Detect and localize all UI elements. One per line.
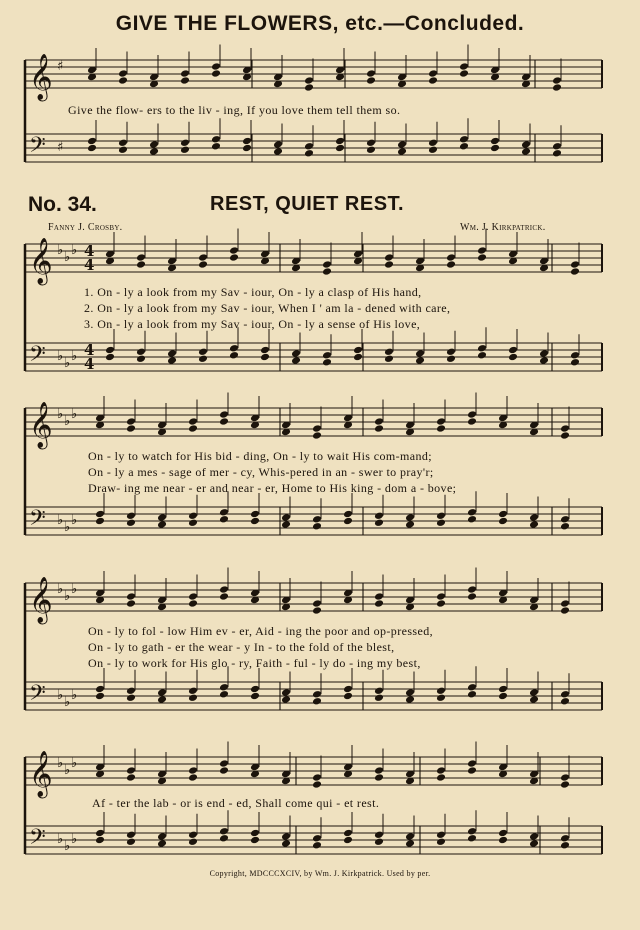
note-head bbox=[95, 836, 105, 845]
key-signature-icon: ♭ bbox=[71, 582, 78, 597]
note-head bbox=[446, 354, 456, 363]
note-head bbox=[312, 424, 322, 433]
time-signature: 4 bbox=[84, 355, 95, 373]
note-head bbox=[374, 830, 384, 839]
treble-clef-icon: 𝄞 bbox=[29, 751, 53, 797]
note-head bbox=[229, 344, 239, 353]
note-head bbox=[343, 836, 353, 845]
note-head bbox=[322, 260, 332, 269]
note-head bbox=[397, 140, 407, 149]
note-head bbox=[436, 424, 446, 433]
note-head bbox=[384, 253, 394, 262]
note-head bbox=[188, 417, 198, 426]
note-head bbox=[126, 830, 136, 839]
note-head bbox=[374, 518, 384, 527]
key-signature-icon: ♭ bbox=[64, 520, 71, 535]
note-head bbox=[219, 834, 229, 843]
note-head bbox=[467, 515, 477, 524]
note-head bbox=[180, 145, 190, 154]
note-head bbox=[250, 510, 260, 519]
note-head bbox=[467, 585, 477, 594]
note-head bbox=[157, 839, 167, 848]
note-head bbox=[560, 841, 570, 850]
note-head bbox=[312, 697, 322, 706]
note-head bbox=[467, 592, 477, 601]
key-signature-icon: ♭ bbox=[71, 349, 78, 364]
note-head bbox=[428, 69, 438, 78]
verse-1-line-3: On - ly to fol - low Him ev - er, Aid - ing the poor and op-pressed, bbox=[88, 624, 433, 638]
note-head bbox=[570, 267, 580, 276]
note-head bbox=[118, 138, 128, 147]
verse-3-line-2: Draw- ing me near - er and near - er, Home to His king - dom a - bove; bbox=[88, 481, 457, 495]
note-head bbox=[343, 685, 353, 694]
note-head bbox=[521, 147, 531, 156]
note-head bbox=[118, 76, 128, 85]
note-head bbox=[312, 515, 322, 524]
note-head bbox=[281, 695, 291, 704]
key-signature-icon: ♭ bbox=[71, 513, 78, 528]
note-head bbox=[539, 356, 549, 365]
note-head bbox=[374, 424, 384, 433]
verse-1-line-1: 1. On - ly a look from my Sav - iour, On - ly a clasp of His hand, bbox=[84, 285, 422, 299]
note-head bbox=[219, 766, 229, 775]
note-head bbox=[273, 147, 283, 156]
note-head bbox=[467, 683, 477, 692]
note-head bbox=[405, 832, 415, 841]
note-head bbox=[343, 829, 353, 838]
note-head bbox=[312, 522, 322, 531]
note-head bbox=[366, 145, 376, 154]
note-head bbox=[521, 140, 531, 149]
key-signature-icon: ♭ bbox=[64, 589, 71, 604]
note-head bbox=[552, 83, 562, 92]
key-signature-icon: ♭ bbox=[57, 582, 64, 597]
note-head bbox=[211, 135, 221, 144]
bass-clef-icon: 𝄢 bbox=[29, 825, 46, 855]
note-head bbox=[490, 144, 500, 153]
note-head bbox=[126, 837, 136, 846]
note-head bbox=[95, 692, 105, 701]
note-head bbox=[343, 510, 353, 519]
note-head bbox=[157, 688, 167, 697]
key-signature-icon: ♭ bbox=[64, 695, 71, 710]
verse-2-line-2: On - ly a mes - sage of mer - cy, Whis-pered in an - swer to pray'r; bbox=[88, 465, 434, 479]
note-head bbox=[250, 829, 260, 838]
note-head bbox=[281, 839, 291, 848]
note-head bbox=[211, 69, 221, 78]
note-head bbox=[560, 834, 570, 843]
note-head bbox=[436, 592, 446, 601]
note-head bbox=[529, 520, 539, 529]
note-head bbox=[126, 592, 136, 601]
note-head bbox=[560, 424, 570, 433]
note-head bbox=[273, 140, 283, 149]
note-head bbox=[250, 836, 260, 845]
verse-2-line-1: 2. On - ly a look from my Sav - iour, When I ' am la - dened with care, bbox=[84, 301, 451, 315]
note-head bbox=[95, 517, 105, 526]
note-head bbox=[415, 356, 425, 365]
note-head bbox=[322, 351, 332, 360]
note-head bbox=[459, 142, 469, 151]
note-head bbox=[405, 520, 415, 529]
note-head bbox=[343, 517, 353, 526]
verse-2-line-3: On - ly to gath - er the wear - y In - to the fold of the blest, bbox=[88, 640, 395, 654]
note-head bbox=[498, 685, 508, 694]
note-head bbox=[467, 766, 477, 775]
bass-clef-icon: 𝄢 bbox=[29, 133, 46, 163]
note-head bbox=[105, 346, 115, 355]
note-head bbox=[304, 149, 314, 158]
note-head bbox=[281, 513, 291, 522]
lyric-line: Give the flow- ers to the liv - ing, If you love them tell them so. bbox=[68, 103, 401, 117]
note-head bbox=[353, 353, 363, 362]
note-head bbox=[188, 599, 198, 608]
note-head bbox=[405, 513, 415, 522]
key-signature-icon: ♭ bbox=[57, 407, 64, 422]
note-head bbox=[428, 145, 438, 154]
note-head bbox=[149, 140, 159, 149]
page-title: GIVE THE FLOWERS, etc.—Concluded. bbox=[115, 12, 525, 35]
note-head bbox=[570, 351, 580, 360]
note-head bbox=[281, 688, 291, 697]
bass-clef-icon: 𝄢 bbox=[29, 342, 46, 372]
note-head bbox=[136, 253, 146, 262]
note-head bbox=[157, 695, 167, 704]
note-head bbox=[560, 599, 570, 608]
note-head bbox=[188, 424, 198, 433]
note-head bbox=[219, 585, 229, 594]
note-head bbox=[490, 137, 500, 146]
lyricist-credit: Fanny J. Crosby. bbox=[48, 222, 123, 233]
note-head bbox=[552, 142, 562, 151]
note-head bbox=[219, 759, 229, 768]
note-head bbox=[281, 520, 291, 529]
note-head bbox=[188, 830, 198, 839]
note-head bbox=[322, 267, 332, 276]
note-head bbox=[560, 431, 570, 440]
treble-clef-icon: 𝄞 bbox=[29, 577, 53, 623]
note-head bbox=[335, 137, 345, 146]
note-head bbox=[126, 511, 136, 520]
note-head bbox=[405, 688, 415, 697]
note-head bbox=[415, 349, 425, 358]
note-head bbox=[126, 417, 136, 426]
note-head bbox=[219, 690, 229, 699]
verse-3-line-3: On - ly to work for His glo - ry, Faith - ful - ly do - ing my best, bbox=[88, 656, 421, 670]
key-signature-icon: ♯ bbox=[57, 140, 64, 155]
hymn-title: REST, QUIET REST. bbox=[210, 193, 405, 215]
note-head bbox=[436, 693, 446, 702]
note-head bbox=[157, 520, 167, 529]
note-head bbox=[250, 517, 260, 526]
note-head bbox=[118, 145, 128, 154]
note-head bbox=[529, 695, 539, 704]
key-signature-icon: ♭ bbox=[57, 349, 64, 364]
note-head bbox=[498, 510, 508, 519]
note-head bbox=[498, 836, 508, 845]
key-signature-icon: ♭ bbox=[71, 243, 78, 258]
note-head bbox=[436, 599, 446, 608]
note-head bbox=[374, 693, 384, 702]
note-head bbox=[560, 697, 570, 706]
note-head bbox=[570, 358, 580, 367]
note-head bbox=[95, 510, 105, 519]
note-head bbox=[428, 76, 438, 85]
note-head bbox=[436, 686, 446, 695]
note-head bbox=[198, 253, 208, 262]
note-head bbox=[436, 518, 446, 527]
note-head bbox=[552, 149, 562, 158]
note-head bbox=[467, 834, 477, 843]
note-head bbox=[312, 841, 322, 850]
bass-clef-icon: 𝄢 bbox=[29, 506, 46, 536]
note-head bbox=[428, 138, 438, 147]
note-head bbox=[312, 690, 322, 699]
note-head bbox=[560, 522, 570, 531]
note-head bbox=[477, 253, 487, 262]
note-head bbox=[188, 518, 198, 527]
note-head bbox=[219, 592, 229, 601]
note-head bbox=[397, 147, 407, 156]
key-signature-icon: ♭ bbox=[57, 243, 64, 258]
verse-3-line-1: 3. On - ly a look from my Sav - iour, On - ly a sense of His love, bbox=[84, 317, 421, 331]
key-signature-icon: ♭ bbox=[64, 839, 71, 854]
note-head bbox=[126, 693, 136, 702]
refrain-line: Af - ter the lab - or is end - ed, Shall come qui - et rest. bbox=[92, 796, 380, 810]
key-signature-icon: ♭ bbox=[64, 356, 71, 371]
note-head bbox=[436, 830, 446, 839]
note-head bbox=[539, 349, 549, 358]
note-head bbox=[219, 410, 229, 419]
note-head bbox=[560, 780, 570, 789]
note-head bbox=[312, 780, 322, 789]
note-head bbox=[312, 431, 322, 440]
note-head bbox=[312, 606, 322, 615]
time-signature: 4 bbox=[84, 256, 95, 274]
note-head bbox=[366, 76, 376, 85]
note-head bbox=[260, 346, 270, 355]
note-head bbox=[560, 515, 570, 524]
note-head bbox=[374, 592, 384, 601]
note-head bbox=[552, 76, 562, 85]
note-head bbox=[304, 83, 314, 92]
note-head bbox=[304, 76, 314, 85]
copyright-notice: Copyright, MDCCCXCIV, by Wm. J. Kirkpatrick. Used by per. bbox=[209, 869, 431, 878]
note-head bbox=[446, 260, 456, 269]
note-head bbox=[374, 417, 384, 426]
note-head bbox=[384, 354, 394, 363]
note-head bbox=[384, 260, 394, 269]
key-signature-icon: ♭ bbox=[57, 513, 64, 528]
note-head bbox=[229, 351, 239, 360]
time-signature: 4 bbox=[84, 341, 95, 359]
note-head bbox=[477, 344, 487, 353]
note-head bbox=[95, 685, 105, 694]
note-head bbox=[291, 356, 301, 365]
note-head bbox=[529, 832, 539, 841]
note-head bbox=[188, 837, 198, 846]
note-head bbox=[167, 356, 177, 365]
note-head bbox=[508, 353, 518, 362]
note-head bbox=[291, 349, 301, 358]
note-head bbox=[304, 142, 314, 151]
note-head bbox=[250, 685, 260, 694]
note-head bbox=[211, 62, 221, 71]
note-head bbox=[374, 686, 384, 695]
note-head bbox=[312, 834, 322, 843]
note-head bbox=[198, 260, 208, 269]
note-head bbox=[118, 69, 128, 78]
key-signature-icon: ♭ bbox=[57, 756, 64, 771]
hymn-number: No. 34. bbox=[28, 193, 97, 216]
note-head bbox=[126, 424, 136, 433]
note-head bbox=[405, 839, 415, 848]
note-head bbox=[188, 592, 198, 601]
note-head bbox=[198, 347, 208, 356]
key-signature-icon: ♭ bbox=[64, 414, 71, 429]
note-head bbox=[374, 511, 384, 520]
note-head bbox=[353, 346, 363, 355]
note-head bbox=[366, 138, 376, 147]
note-head bbox=[87, 137, 97, 146]
note-head bbox=[188, 686, 198, 695]
bass-clef-icon: 𝄢 bbox=[29, 681, 46, 711]
note-head bbox=[87, 144, 97, 153]
note-head bbox=[384, 347, 394, 356]
key-signature-icon: ♭ bbox=[71, 407, 78, 422]
note-head bbox=[467, 410, 477, 419]
note-head bbox=[477, 246, 487, 255]
note-head bbox=[312, 773, 322, 782]
note-head bbox=[467, 417, 477, 426]
note-head bbox=[219, 508, 229, 517]
note-head bbox=[281, 832, 291, 841]
note-head bbox=[560, 690, 570, 699]
note-head bbox=[374, 837, 384, 846]
note-head bbox=[446, 347, 456, 356]
note-head bbox=[126, 599, 136, 608]
note-head bbox=[105, 353, 115, 362]
note-head bbox=[560, 773, 570, 782]
note-head bbox=[459, 62, 469, 71]
note-head bbox=[229, 246, 239, 255]
note-head bbox=[188, 773, 198, 782]
treble-clef-icon: 𝄞 bbox=[29, 54, 53, 100]
key-signature-icon: ♯ bbox=[57, 59, 64, 74]
note-head bbox=[467, 759, 477, 768]
note-head bbox=[229, 253, 239, 262]
note-head bbox=[126, 518, 136, 527]
note-head bbox=[436, 837, 446, 846]
note-head bbox=[126, 773, 136, 782]
note-head bbox=[260, 353, 270, 362]
note-head bbox=[188, 693, 198, 702]
note-head bbox=[180, 138, 190, 147]
note-head bbox=[242, 137, 252, 146]
note-head bbox=[560, 606, 570, 615]
note-head bbox=[436, 766, 446, 775]
note-head bbox=[374, 599, 384, 608]
note-head bbox=[343, 692, 353, 701]
note-head bbox=[219, 827, 229, 836]
note-head bbox=[149, 147, 159, 156]
note-head bbox=[570, 260, 580, 269]
key-signature-icon: ♭ bbox=[57, 688, 64, 703]
note-head bbox=[374, 766, 384, 775]
note-head bbox=[95, 829, 105, 838]
note-head bbox=[136, 347, 146, 356]
note-head bbox=[529, 839, 539, 848]
composer-credit: Wm. J. Kirkpatrick. bbox=[460, 222, 546, 233]
note-head bbox=[498, 517, 508, 526]
note-head bbox=[126, 766, 136, 775]
note-head bbox=[322, 358, 332, 367]
note-head bbox=[219, 515, 229, 524]
note-head bbox=[136, 260, 146, 269]
note-head bbox=[366, 69, 376, 78]
key-signature-icon: ♭ bbox=[57, 832, 64, 847]
note-head bbox=[498, 829, 508, 838]
note-head bbox=[498, 692, 508, 701]
treble-clef-icon: 𝄞 bbox=[29, 238, 53, 284]
key-signature-icon: ♭ bbox=[71, 832, 78, 847]
note-head bbox=[126, 686, 136, 695]
note-head bbox=[436, 417, 446, 426]
note-head bbox=[335, 144, 345, 153]
verse-1-line-2: On - ly to watch for His bid - ding, On - ly to wait His com-mand; bbox=[88, 449, 433, 463]
key-signature-icon: ♭ bbox=[71, 756, 78, 771]
note-head bbox=[529, 688, 539, 697]
note-head bbox=[508, 346, 518, 355]
note-head bbox=[436, 773, 446, 782]
note-head bbox=[529, 513, 539, 522]
note-head bbox=[219, 683, 229, 692]
note-head bbox=[219, 417, 229, 426]
key-signature-icon: ♭ bbox=[64, 250, 71, 265]
note-head bbox=[188, 766, 198, 775]
note-head bbox=[198, 354, 208, 363]
key-signature-icon: ♭ bbox=[71, 688, 78, 703]
note-head bbox=[211, 142, 221, 151]
treble-clef-icon: 𝄞 bbox=[29, 402, 53, 448]
note-head bbox=[467, 827, 477, 836]
note-head bbox=[436, 511, 446, 520]
note-head bbox=[374, 773, 384, 782]
note-head bbox=[459, 135, 469, 144]
note-head bbox=[467, 690, 477, 699]
note-head bbox=[180, 76, 190, 85]
note-head bbox=[250, 692, 260, 701]
note-head bbox=[477, 351, 487, 360]
note-head bbox=[459, 69, 469, 78]
note-head bbox=[312, 599, 322, 608]
note-head bbox=[157, 832, 167, 841]
note-head bbox=[446, 253, 456, 262]
key-signature-icon: ♭ bbox=[64, 763, 71, 778]
note-head bbox=[157, 513, 167, 522]
time-signature: 4 bbox=[84, 242, 95, 260]
note-head bbox=[467, 508, 477, 517]
note-head bbox=[242, 144, 252, 153]
note-head bbox=[405, 695, 415, 704]
note-head bbox=[188, 511, 198, 520]
note-head bbox=[136, 354, 146, 363]
note-head bbox=[167, 349, 177, 358]
note-head bbox=[180, 69, 190, 78]
